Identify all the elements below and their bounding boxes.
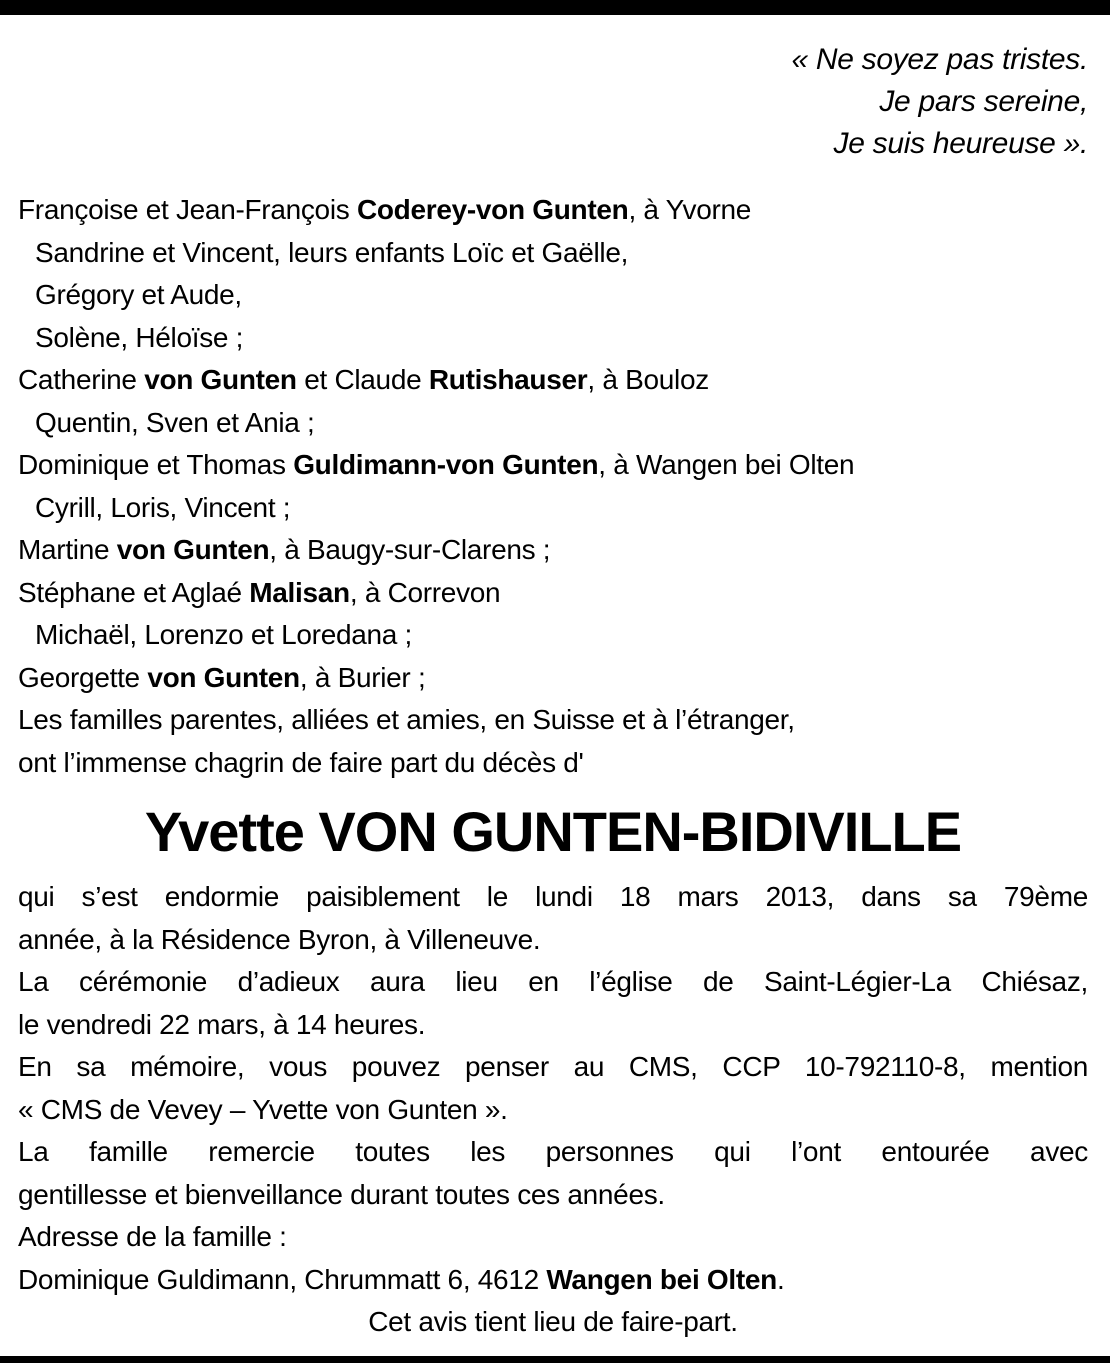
family-line: [18, 614, 1088, 657]
text-run: « CMS de Vevey – Yvette von Gunten ».: [18, 1093, 508, 1125]
bold-text-run: von Gunten: [144, 364, 297, 395]
bottom-border-rule: [0, 1356, 1110, 1363]
bold-text-run: Rutishauser: [428, 364, 588, 395]
family-line: [18, 317, 1088, 360]
family-line: [18, 657, 1088, 700]
text-run: Dominique et Thomas: [18, 449, 294, 480]
top-border-rule: [0, 0, 1110, 15]
bold-text-run: Coderey-von Gunten: [356, 194, 629, 225]
notice-body: [18, 876, 1088, 1344]
death-notice-document: [0, 15, 1110, 1344]
quote-line: Je suis heureuse ».: [833, 127, 1088, 160]
body-line: [18, 1046, 1088, 1089]
body-line: [18, 1259, 1088, 1302]
family-line: [18, 274, 1088, 317]
text-run: Solène, Héloïse ;: [35, 321, 244, 353]
family-line: [18, 742, 1088, 785]
text-run: Adresse de la famille :: [18, 1221, 287, 1252]
text-run: , à Yvorne: [628, 194, 752, 225]
body-line: [18, 1089, 1088, 1132]
family-line: [18, 572, 1088, 615]
text-run: année, à la Résidence Byron, à Villeneuve.: [18, 923, 541, 955]
family-line: [18, 359, 1088, 402]
bold-text-run: Malisan: [249, 576, 350, 608]
text-run: Georgette: [18, 661, 148, 693]
text-run: , à Correvon: [349, 576, 501, 608]
quote-line: Je pars sereine,: [879, 85, 1088, 118]
family-line: [18, 444, 1088, 487]
text-run: , à Bouloz: [587, 364, 709, 395]
body-line: [18, 1301, 1088, 1344]
bold-text-run: Guldimann-von Gunten: [293, 449, 599, 480]
family-line: [18, 529, 1088, 572]
text-run: gentillesse et bienveillance durant toutes ces années.: [18, 1178, 665, 1210]
text-run: Sandrine et Vincent, leurs enfants Loïc et Gaëlle,: [35, 236, 629, 268]
bold-text-run: Wangen bei Olten: [546, 1263, 777, 1295]
text-run: ont l’immense chagrin de faire part du décès d': [18, 746, 584, 778]
text-run: , à Burier ;: [299, 661, 426, 693]
family-line: [18, 189, 1088, 232]
body-line: [18, 1131, 1088, 1174]
body-line: [18, 1216, 1088, 1259]
text-run: Les familles parentes, alliées et amies, en Suisse et à l’étranger,: [18, 704, 795, 735]
text-run: , à Wangen bei Olten: [598, 449, 855, 480]
deceased-name: Yvette VON GUNTEN-BIDIVILLE: [144, 800, 962, 863]
body-line: [18, 876, 1088, 919]
text-run: La famille remercie toutes les personnes qui l’ont entourée avec: [18, 1136, 1088, 1167]
text-run: Catherine: [18, 364, 145, 395]
text-run: qui s’est endormie paisiblement le lundi 18 mars 2013, dans sa 79ème: [18, 881, 1088, 912]
text-run: Françoise et Jean-François: [18, 194, 357, 225]
text-run: En sa mémoire, vous pouvez penser au CMS, CCP 10-792110-8, mention: [18, 1051, 1088, 1082]
text-run: Michaël, Lorenzo et Loredana ;: [35, 619, 413, 650]
family-line: [18, 232, 1088, 275]
epitaph-quote: [18, 39, 1088, 165]
bold-text-run: von Gunten: [116, 534, 270, 565]
text-run: Dominique Guldimann, Chrummatt 6, 4612: [18, 1263, 547, 1295]
text-run: Cet avis tient lieu de faire-part.: [368, 1306, 738, 1337]
text-run: Quentin, Sven et Ania ;: [35, 406, 315, 438]
text-run: , à Baugy-sur-Clarens ;: [269, 534, 551, 565]
body-line: [18, 1174, 1088, 1217]
text-run: et Claude: [296, 364, 429, 395]
text-run: le vendredi 22 mars, à 14 heures.: [18, 1008, 426, 1040]
text-run: Stéphane et Aglaé: [18, 576, 250, 608]
text-run: Martine: [18, 534, 117, 565]
text-run: .: [776, 1263, 785, 1295]
body-line: [18, 1004, 1088, 1047]
family-line: [18, 699, 1088, 742]
body-line: [18, 961, 1088, 1004]
bold-text-run: von Gunten: [147, 661, 300, 693]
text-run: Cyrill, Loris, Vincent ;: [35, 491, 291, 523]
family-line: [18, 402, 1088, 445]
text-run: Grégory et Aude,: [35, 279, 242, 310]
body-line: [18, 919, 1088, 962]
family-line: [18, 487, 1088, 530]
quote-line: « Ne soyez pas tristes.: [791, 43, 1088, 76]
family-list: [18, 189, 1088, 784]
text-run: La cérémonie d’adieux aura lieu en l’église de Saint-Légier-La Chiésaz,: [18, 966, 1088, 997]
